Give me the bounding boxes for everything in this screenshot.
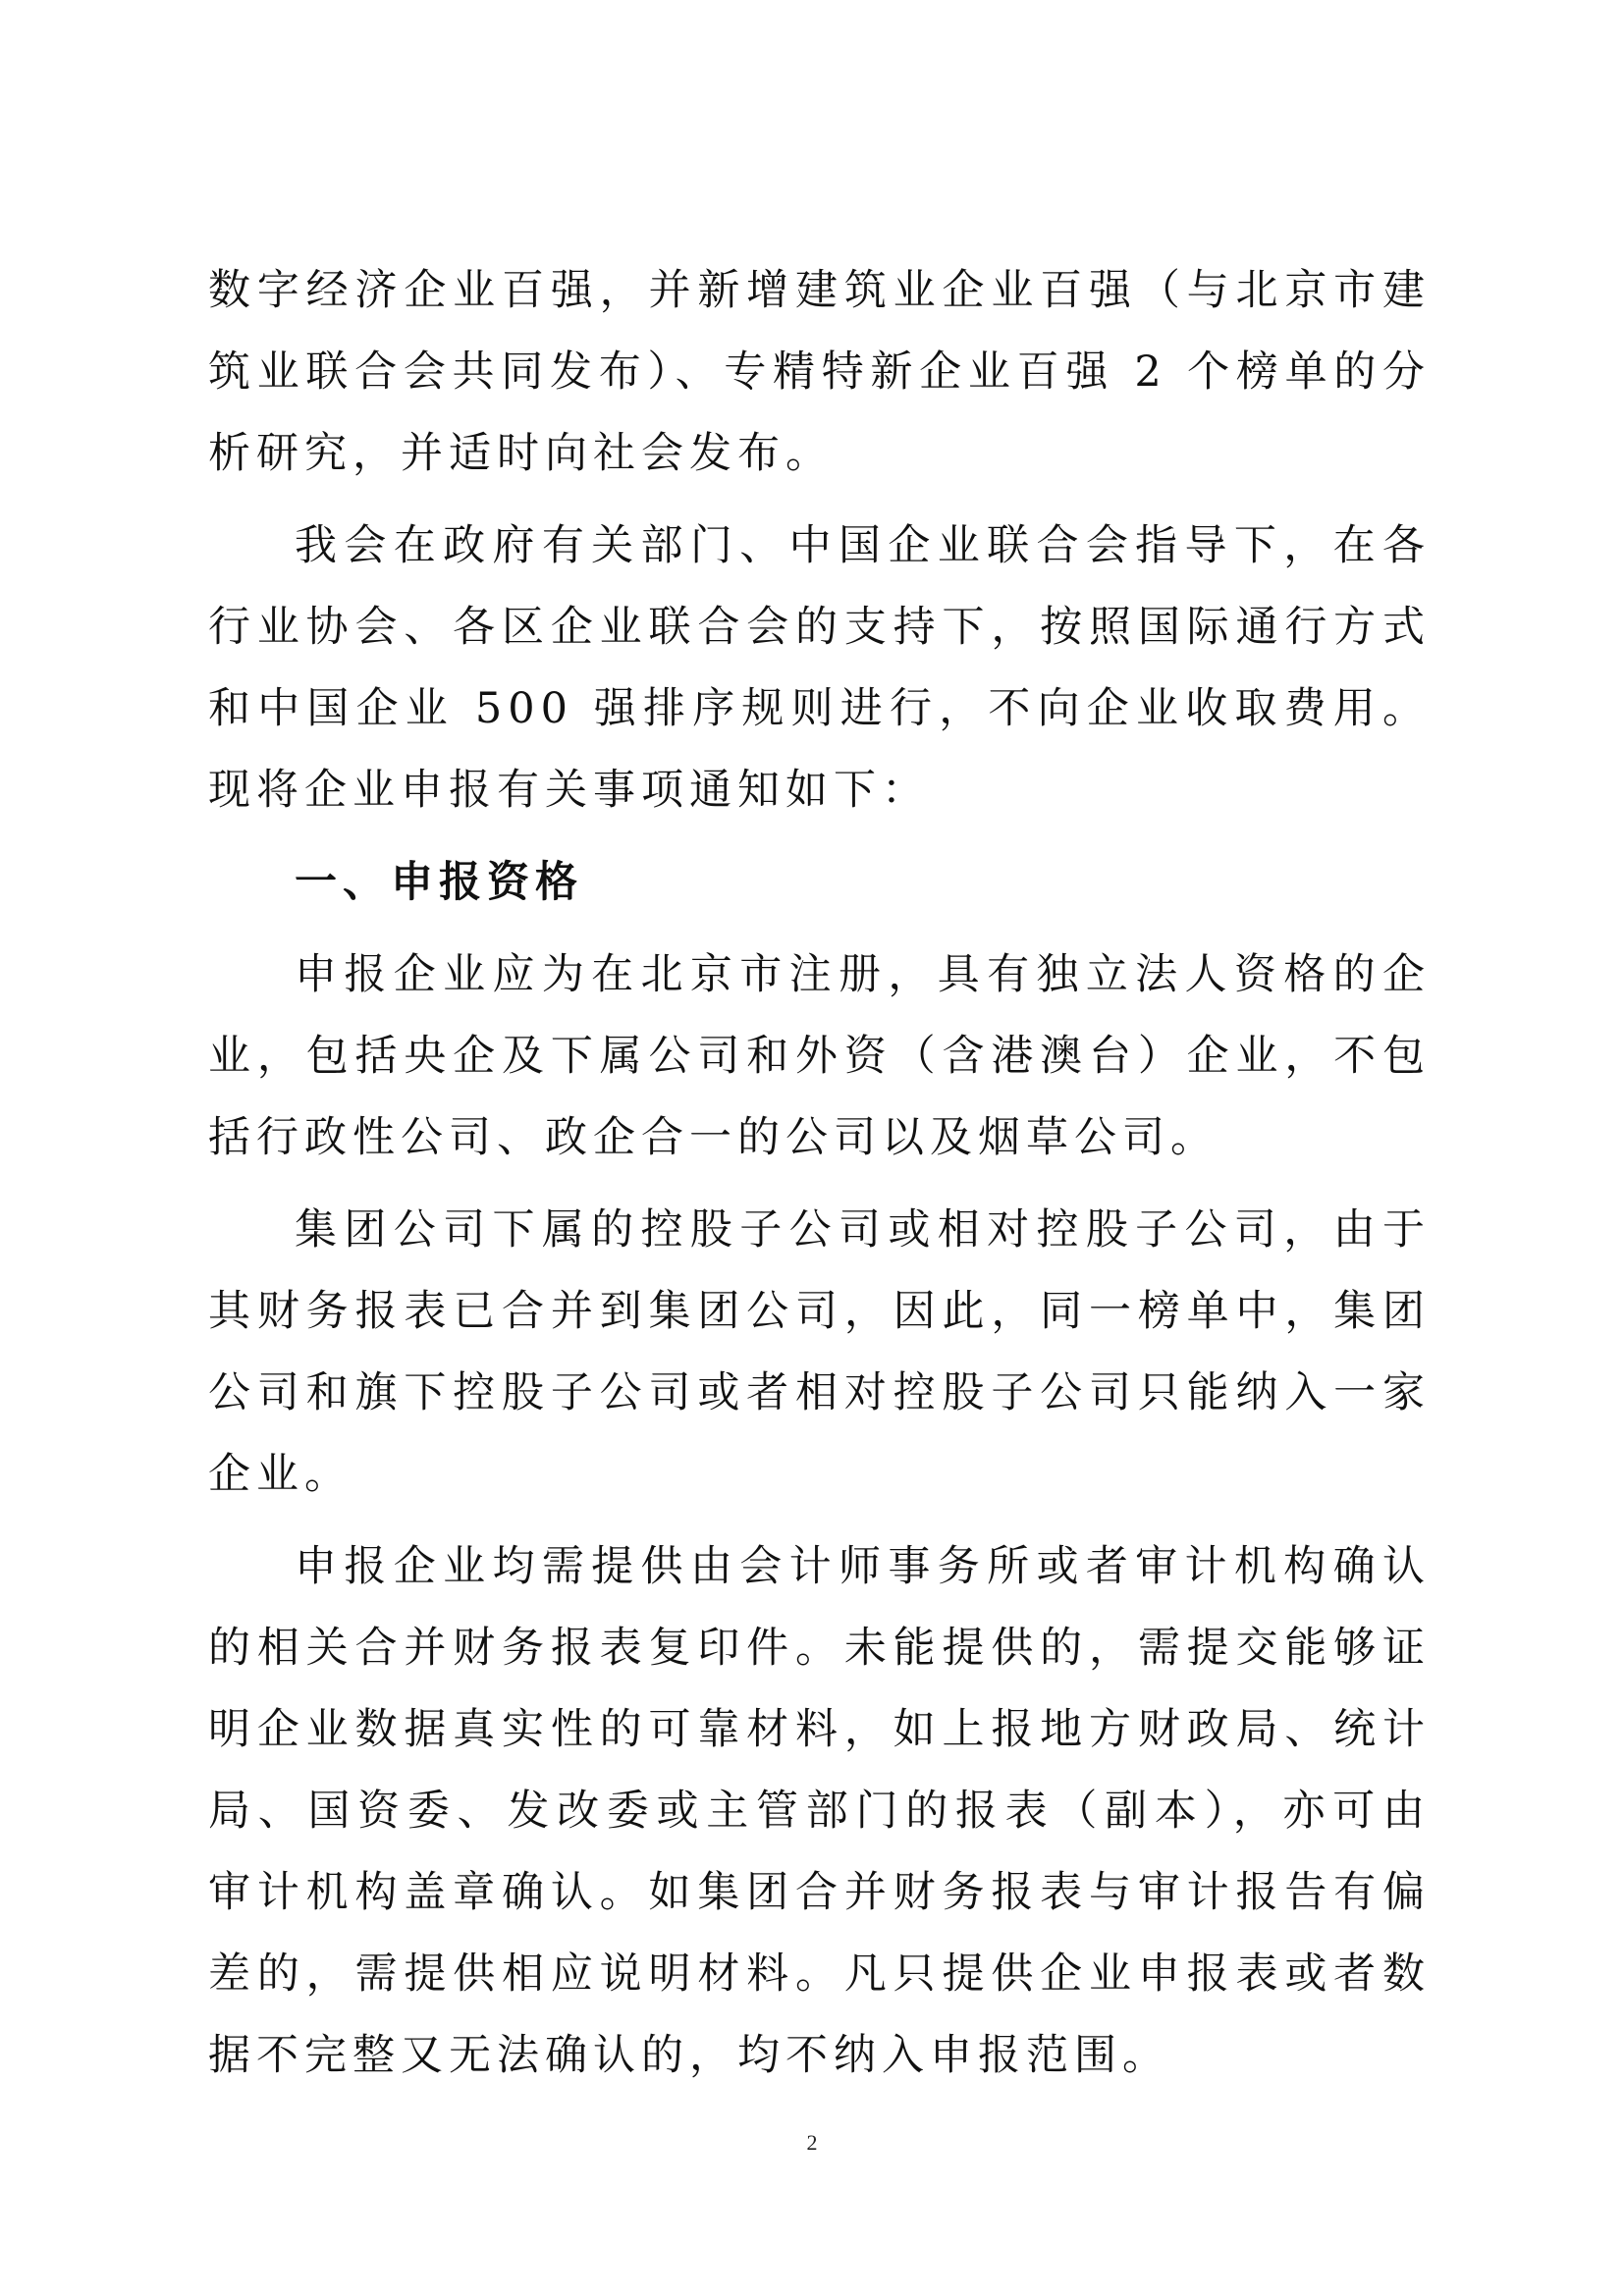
paragraph-notice-intro: 我会在政府有关部门、中国企业联合会指导下，在各行业协会、各区企业联合会的支持下，按照国际通行方式和中国企业 500 强排序规则进行，不向企业收取费用。现将企业申报有关事项通知如下： xyxy=(208,521,1431,815)
section-heading-eligibility: 一、申报资格 xyxy=(295,858,583,907)
paragraph-continuation: 数字经济企业百强，并新增建筑业企业百强（与北京市建筑业联合会共同发布）、专精特新企业百强 2 个榜单的分析研究，并适时向社会发布。 xyxy=(208,266,1431,478)
document-body xyxy=(208,250,1431,2108)
page-number: 2 xyxy=(806,2130,818,2155)
paragraph-eligibility-registration: 申报企业应为在北京市注册，具有独立法人资格的企业，包括央企及下属公司和外资（含港澳台）企业，不包括行政性公司、政企合一的公司以及烟草公司。 xyxy=(208,950,1431,1162)
paragraph-eligibility-subsidiaries: 集团公司下属的控股子公司或相对控股子公司，由于其财务报表已合并到集团公司，因此，同一榜单中，集团公司和旗下控股子公司或者相对控股子公司只能纳入一家企业。 xyxy=(208,1205,1431,1499)
paragraph-eligibility-financials: 申报企业均需提供由会计师事务所或者审计机构确认的相关合并财务报表复印件。未能提供的，需提交能够证明企业数据真实性的可靠材料，如上报地方财政局、统计局、国资委、发改委或主管部门的报表（副本），亦可由审计机构盖章确认。如集团合并财务报表与审计报告有偏差的，需提供相应说明材料。凡只提供企业申报表或者数据不完整又无法确认的，均不纳入申报范围。 xyxy=(208,1542,1431,2080)
